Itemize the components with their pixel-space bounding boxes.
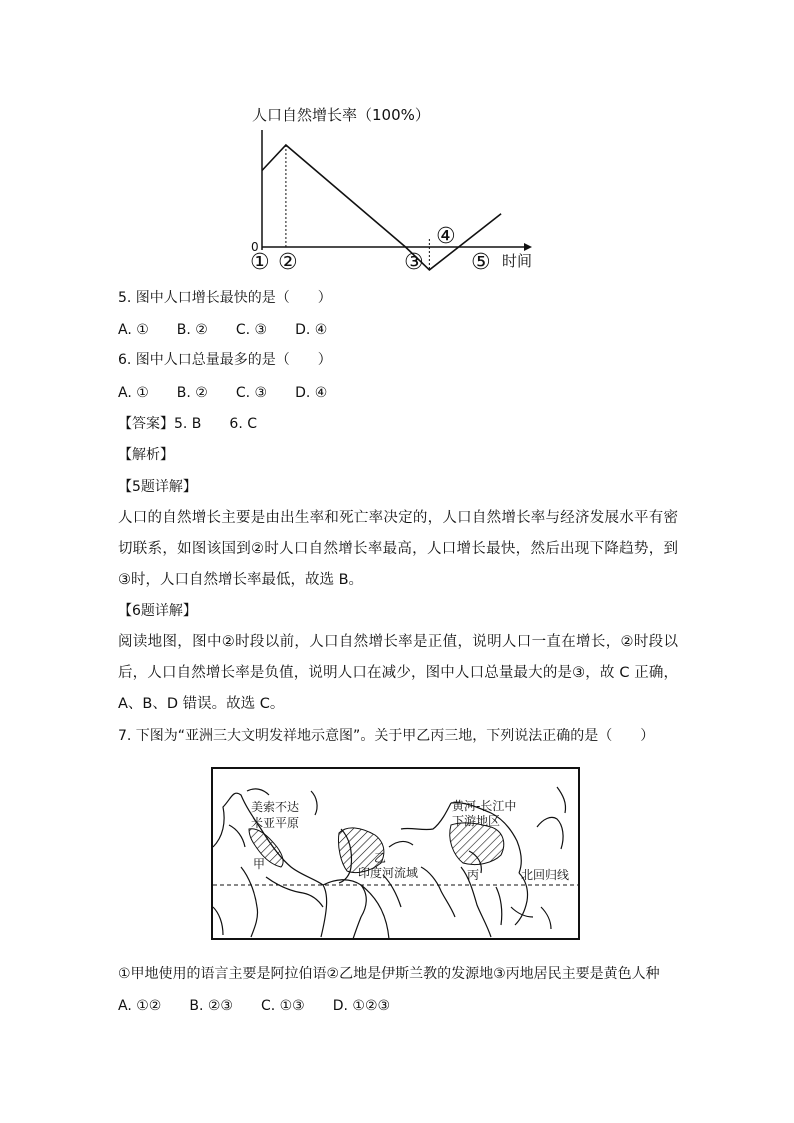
q6-option-b[interactable]: B. ② — [176, 385, 208, 401]
map-label-yi: 乙 — [374, 851, 387, 865]
chart-series-line — [262, 145, 501, 270]
q7-statements: ①甲地使用的语言主要是阿拉伯语②乙地是伊斯兰教的发源地③丙地居民主要是黄色人种 — [118, 966, 660, 982]
answer-line: 【答案】5. B 6. C — [118, 416, 257, 432]
q7-stem: 7. 下图为“亚洲三大文明发祥地示意图”。关于甲乙丙三地，下列说法正确的是（ ） — [118, 728, 655, 744]
q5-option-c[interactable]: C. ③ — [235, 322, 268, 338]
q6-options — [118, 383, 355, 403]
q5-option-b[interactable]: B. ② — [176, 322, 208, 338]
q5-stem: 5. 图中人口增长最快的是（ ） — [118, 290, 332, 306]
q5-detail-heading: 【5题详解】 — [118, 479, 197, 495]
q6-stem: 6. 图中人口总量最多的是（ ） — [118, 352, 332, 368]
population-growth-chart — [240, 95, 550, 280]
map-label-bing: 丙 — [467, 868, 480, 882]
chart-origin-label: 0 — [251, 240, 259, 254]
chart-point-label-3: ③ — [404, 250, 424, 275]
chart-y-axis-label: 人口自然增长率（100%） — [252, 106, 430, 124]
map-label-tropic: 北回归线 — [521, 868, 570, 882]
q6-detail-heading: 【6题详解】 — [118, 603, 197, 619]
chart-x-axis-label: 时间 — [502, 252, 533, 270]
q7-options — [118, 996, 418, 1016]
q6-option-a[interactable]: A. ① — [118, 385, 149, 401]
chart-x-axis-arrow — [524, 243, 532, 251]
q7-option-d[interactable]: D. ①②③ — [332, 998, 391, 1014]
analysis-heading: 【解析】 — [118, 447, 174, 463]
q5-option-d[interactable]: D. ④ — [295, 322, 328, 338]
map-label-jia: 甲 — [253, 857, 266, 871]
q6-option-c[interactable]: C. ③ — [235, 385, 268, 401]
q6-detail-body: 阅读地图，图中②时段以前，人口自然增长率是正值，说明人口一直在增长，②时段以后，人口自然增长率是负值，说明人口在减少，图中人口总量最大的是③，故 C 正确，A、B、D 错误。故选 C。 — [118, 634, 678, 712]
region-bing-huang-yangtze — [450, 823, 504, 865]
map-label-meso-2: 米亚平原 — [251, 816, 300, 830]
q5-options — [118, 320, 355, 340]
asia-civilizations-map — [211, 767, 581, 941]
q5-detail-body: 人口的自然增长主要是由出生率和死亡率决定的，人口自然增长率与经济发展水平有密切联系，如图该国到②时人口自然增长率最高，人口增长最快，然后出现下降趋势，到③时，人口自然增长率最低，故选 B。 — [118, 510, 678, 588]
q7-option-b[interactable]: B. ②③ — [189, 998, 233, 1014]
chart-point-label-4: ④ — [436, 224, 456, 249]
q7-option-c[interactable]: C. ①③ — [260, 998, 305, 1014]
map-label-meso-1: 美索不达 — [251, 800, 300, 814]
map-label-huang-2: 下游地区 — [452, 814, 501, 828]
chart-point-label-1: ① — [250, 250, 270, 275]
q6-option-d[interactable]: D. ④ — [295, 385, 328, 401]
chart-point-label-2: ② — [278, 250, 298, 275]
q5-option-a[interactable]: A. ① — [118, 322, 149, 338]
q7-option-a[interactable]: A. ①② — [118, 998, 162, 1014]
chart-point-label-5: ⑤ — [471, 250, 491, 275]
map-label-huang-1: 黄河-长江中 — [452, 799, 517, 813]
map-label-indus: 印度河流域 — [358, 866, 419, 880]
